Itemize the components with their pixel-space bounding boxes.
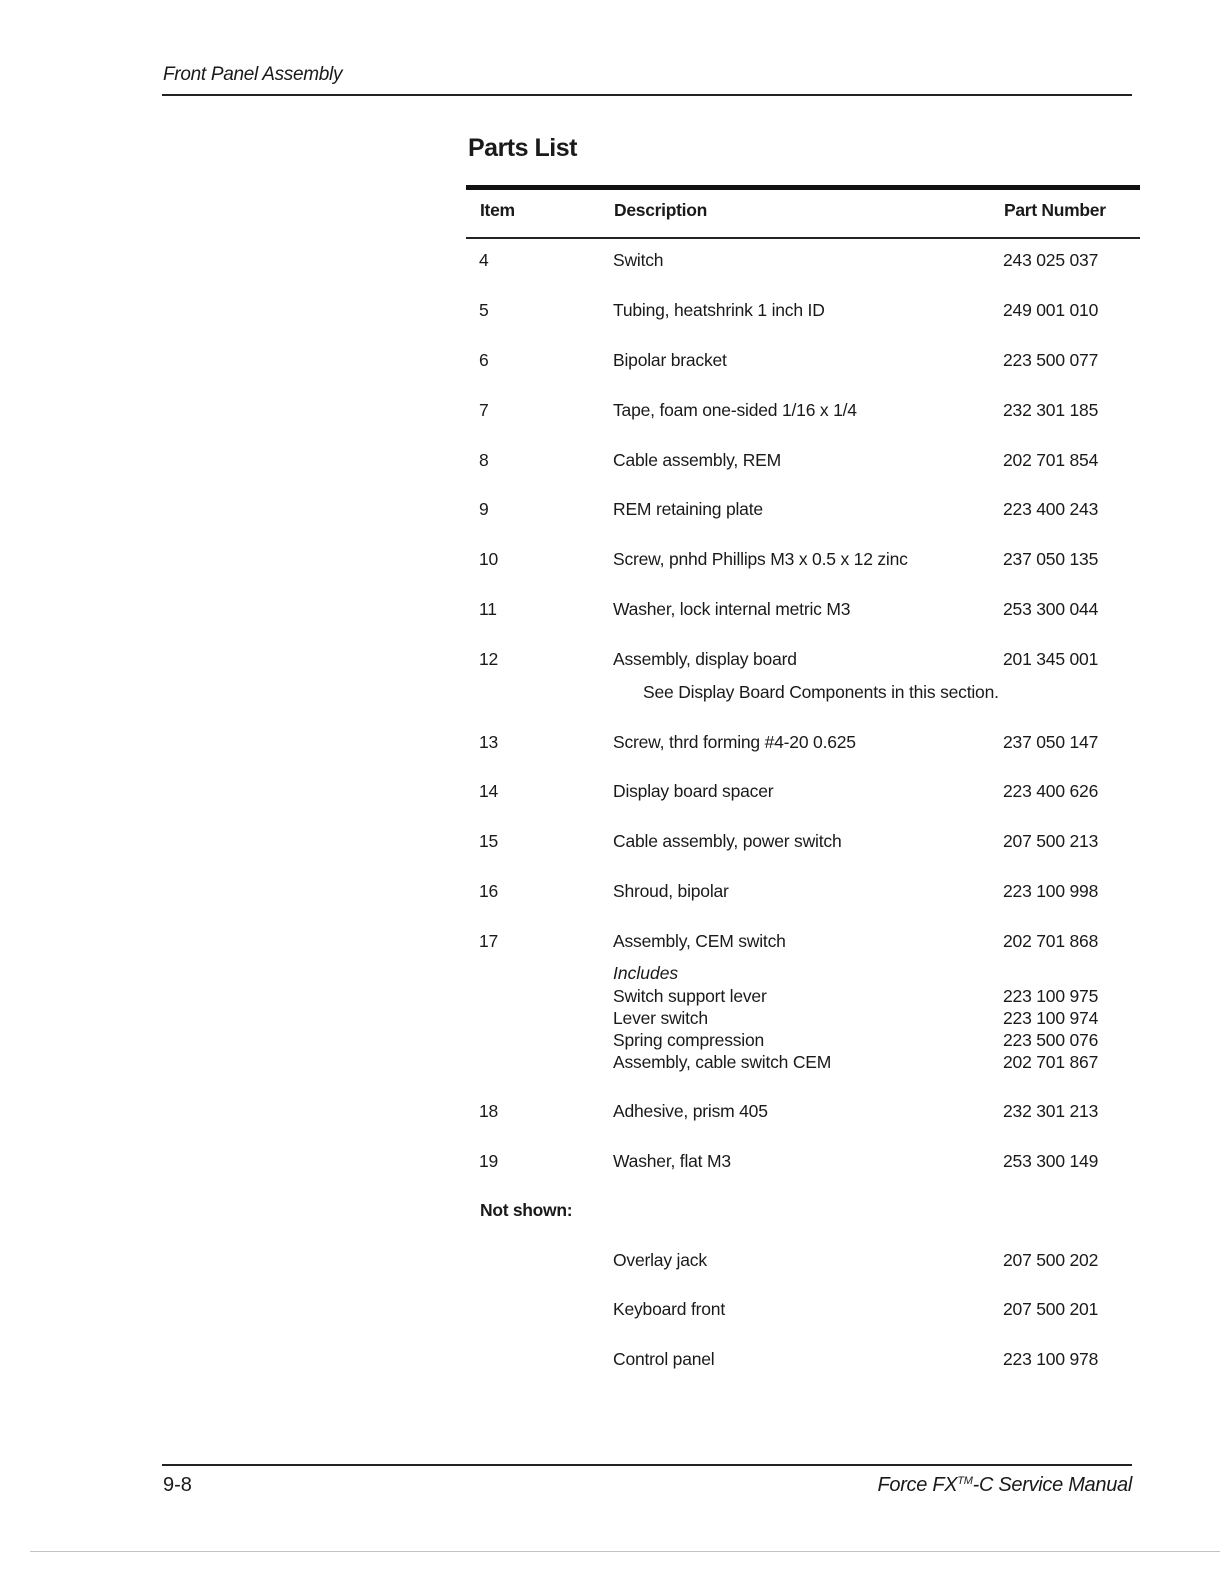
includes-description: Switch support lever (613, 986, 767, 1006)
trademark-mark: TM (957, 1475, 973, 1487)
row-description: Screw, thrd forming #4-20 0.625 (613, 732, 856, 752)
row-item: 14 (479, 781, 499, 801)
table-top-rule (466, 185, 1140, 190)
column-header-part-number: Part Number (1004, 200, 1106, 220)
row-item: 4 (479, 250, 489, 270)
row-description: Cable assembly, power switch (613, 831, 842, 851)
row-part-number: 237 050 147 (1003, 732, 1099, 752)
row-part-number: 223 100 978 (1003, 1349, 1099, 1369)
row-part-number: 207 500 202 (1003, 1250, 1099, 1270)
footer-rule (162, 1464, 1132, 1466)
row-part-number: 253 300 044 (1003, 599, 1099, 619)
row-part-number: 223 500 077 (1003, 350, 1099, 370)
row-description: Keyboard front (613, 1299, 725, 1319)
row-description: REM retaining plate (613, 499, 763, 519)
row-part-number: 232 301 185 (1003, 400, 1099, 420)
row-description: Bipolar bracket (613, 350, 727, 370)
manual-title-suffix: -C Service Manual (972, 1474, 1132, 1496)
row-part-number: 202 701 868 (1003, 931, 1099, 951)
row-part-number: 201 345 001 (1003, 649, 1099, 669)
manual-title-prefix: Force FX (877, 1474, 958, 1496)
row-item: 7 (479, 400, 489, 420)
row-item: 8 (479, 450, 489, 470)
section-title: Parts List (468, 134, 577, 162)
row-part-number: 249 001 010 (1003, 300, 1099, 320)
row-item: 18 (479, 1101, 499, 1121)
row-description: Switch (613, 250, 664, 270)
includes-description: Lever switch (613, 1008, 708, 1028)
row-part-number: 253 300 149 (1003, 1151, 1099, 1171)
row-description: Cable assembly, REM (613, 450, 782, 470)
row-item: 11 (479, 599, 497, 619)
includes-description: Assembly, cable switch CEM (613, 1052, 832, 1072)
row-description: Assembly, display board (613, 649, 797, 669)
row-description: Control panel (613, 1349, 715, 1369)
column-header-description: Description (614, 200, 707, 220)
row-item: 9 (479, 499, 489, 519)
row-part-number: 223 400 626 (1003, 781, 1099, 801)
includes-part-number: 223 500 076 (1003, 1030, 1099, 1050)
scan-artifact-line (30, 1551, 1220, 1552)
header-rule (162, 94, 1132, 96)
row-item: 19 (479, 1151, 499, 1171)
not-shown-label: Not shown: (480, 1200, 573, 1220)
row-part-number: 237 050 135 (1003, 549, 1099, 569)
row-item: 10 (479, 549, 499, 569)
includes-part-number: 202 701 867 (1003, 1052, 1099, 1072)
row-item: 13 (479, 732, 499, 752)
row-description: Assembly, CEM switch (613, 931, 786, 951)
row-description: Washer, lock internal metric M3 (613, 599, 851, 619)
row-description: Overlay jack (613, 1250, 707, 1270)
row-description: Adhesive, prism 405 (613, 1101, 768, 1121)
row-item: 5 (479, 300, 489, 320)
page-number: 9-8 (163, 1474, 192, 1496)
row-item: 17 (479, 931, 499, 951)
row-description: Screw, pnhd Phillips M3 x 0.5 x 12 zinc (613, 549, 908, 569)
row-item: 15 (479, 831, 499, 851)
includes-label: Includes (613, 963, 679, 983)
row-part-number: 223 100 998 (1003, 881, 1099, 901)
includes-part-number: 223 100 975 (1003, 986, 1099, 1006)
row-description: Display board spacer (613, 781, 774, 801)
table-header-rule (466, 237, 1140, 239)
row-item: 6 (479, 350, 489, 370)
row-item: 16 (479, 881, 499, 901)
includes-description: Spring compression (613, 1030, 765, 1050)
includes-part-number: 223 100 974 (1003, 1008, 1099, 1028)
column-header-item: Item (480, 200, 515, 220)
row-note: See Display Board Components in this section. (643, 682, 999, 702)
row-part-number: 207 500 201 (1003, 1299, 1099, 1319)
row-description: Washer, flat M3 (613, 1151, 731, 1171)
row-part-number: 243 025 037 (1003, 250, 1099, 270)
row-part-number: 207 500 213 (1003, 831, 1099, 851)
row-description: Shroud, bipolar (613, 881, 729, 901)
row-part-number: 202 701 854 (1003, 450, 1099, 470)
row-description: Tubing, heatshrink 1 inch ID (613, 300, 825, 320)
manual-title (877, 1474, 1132, 1497)
running-head: Front Panel Assembly (163, 64, 343, 85)
row-part-number: 232 301 213 (1003, 1101, 1099, 1121)
row-item: 12 (479, 649, 499, 669)
row-description: Tape, foam one-sided 1/16 x 1/4 (613, 400, 857, 420)
row-part-number: 223 400 243 (1003, 499, 1099, 519)
